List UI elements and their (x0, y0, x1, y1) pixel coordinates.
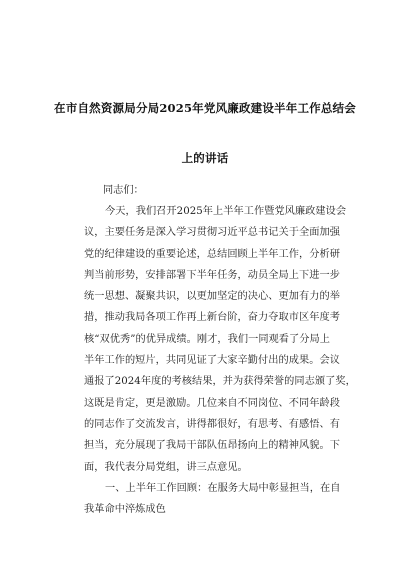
body-paragraphs (84, 201, 356, 520)
body-line: 的同志作了交流发言，讲得都很好，有思考、有感悟、有 (84, 418, 340, 430)
body-line: 半年工作的短片，共同见证了大家辛勤付出的成果。会议 (84, 355, 340, 367)
body-line: 统一思想、凝聚共识，以更加坚定的决心、更加有力的举 (84, 291, 340, 303)
body-line: 议，主要任务是深入学习贯彻习近平总书记关于全面加强 (84, 227, 340, 239)
body-line: 党的纪律建设的重要论述，总结回顾上半年工作，分析研 (84, 248, 340, 260)
document-title-line-1: 在市自然资源局分局2025年党风廉政建设半年工作总结会 (54, 101, 356, 115)
body-line: 判当前形势，安排部署下半年任务，动员全局上下进一步 (84, 269, 340, 281)
body-line: 面，我代表分局党组，讲三点意见。 (84, 461, 248, 473)
body-line: 担当，充分展现了我局干部队伍昂扬向上的精神风貌。下 (84, 440, 340, 452)
section-heading: 一、上半年工作回顾：在服务大局中彰显担当，在自 (105, 482, 341, 494)
salutation: 同志们： (103, 185, 144, 196)
body-line: 这既是肯定，更是激励。几位来自不同岗位、不同年龄段 (84, 397, 340, 409)
document-title-line-2: 上的讲话 (181, 151, 229, 165)
body-line: 通报了2024年度的考核结果，并为获得荣誉的同志颁了奖， (84, 376, 356, 388)
body-line: 核“双优秀”的优异成绩。刚才，我们一同观看了分局上 (84, 333, 330, 345)
body-line: 今天，我们召开2025年上半年工作暨党风廉政建设会 (105, 206, 347, 217)
section-heading-continued: 我革命中淬炼成色 (84, 504, 166, 516)
body-line: 措，推动我局各项工作再上新台阶，奋力夺取市区年度考 (84, 312, 340, 324)
